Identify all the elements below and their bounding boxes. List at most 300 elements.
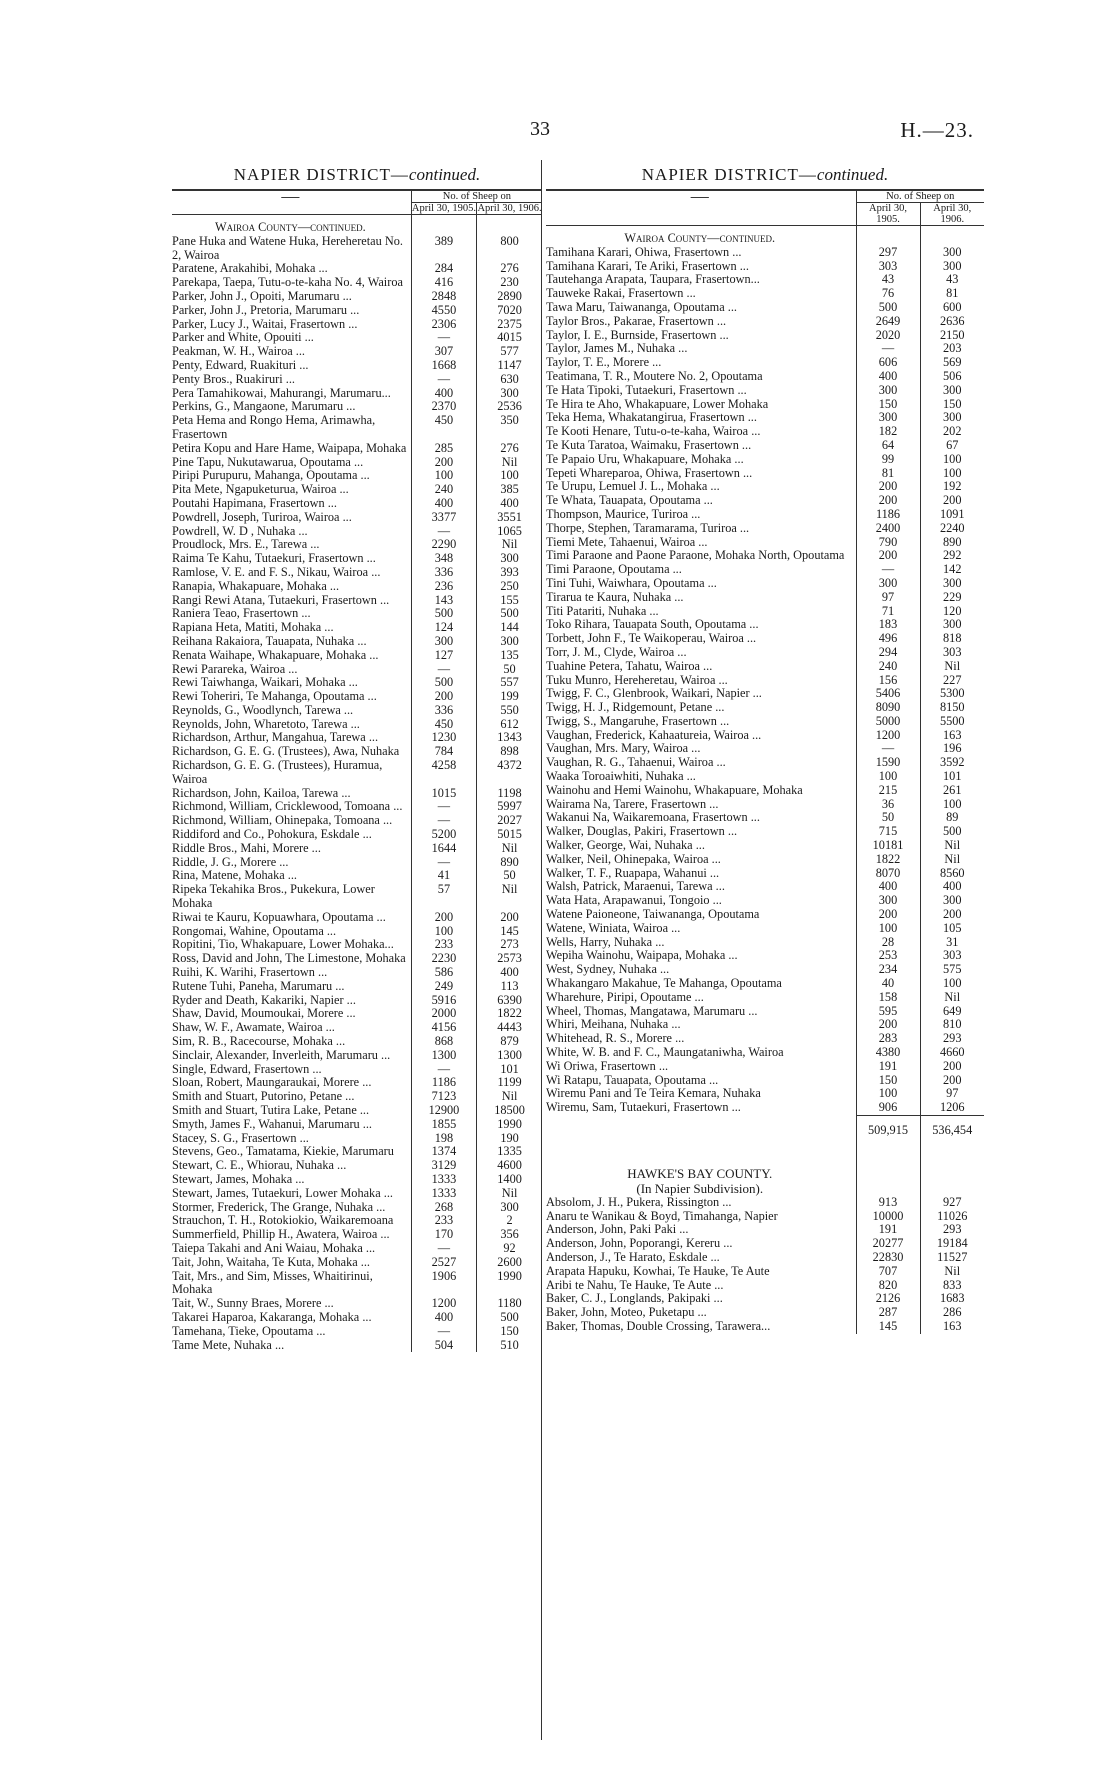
left-entry-count-1906: 393	[477, 566, 542, 580]
right-entry-row	[546, 770, 984, 784]
right-entry-owner-name: Whakangaro Makahue, Te Mahanga, Opoutama	[546, 976, 782, 991]
right-1906-header: April 30, 1906.	[920, 203, 984, 226]
left-entry-row	[172, 1063, 542, 1077]
left-county-subtitle: Wairoa County—continued.	[215, 220, 366, 234]
left-entry-row	[172, 538, 542, 552]
right-entry-owner-name: Torr, J. M., Clyde, Wairoa ...	[546, 644, 687, 659]
left-entry-owner-name: Riwai te Kauru, Kopuawhara, Opoutama ...	[172, 909, 386, 924]
right-entry-count-1905: 156	[856, 674, 920, 688]
right-entry-owner-name: Walker, Douglas, Pakiri, Frasertown ...	[546, 824, 738, 839]
right-entry-owner-name: Whitehead, R. S., Morere ...	[546, 1031, 685, 1046]
left-entry-row	[172, 262, 542, 276]
right-entry-count-1906: 227	[920, 674, 984, 688]
right-entry-count-1905: 294	[856, 646, 920, 660]
left-entry-count-1905: 400	[411, 1311, 476, 1325]
hawkes-entry-count-1906: Nil	[920, 1265, 984, 1279]
right-entry-count-1906: 81	[920, 287, 984, 301]
right-entry-count-1905: 4380	[856, 1046, 920, 1060]
left-entry-count-1906: 190	[477, 1132, 542, 1146]
left-entry-owner-name: Tame Mete, Nuhaka ...	[172, 1337, 285, 1352]
left-entry-row	[172, 745, 542, 759]
left-entry-count-1906: 1199	[477, 1076, 542, 1090]
right-entry-owner-name: Tawa Maru, Taiwananga, Opoutama ...	[546, 299, 737, 314]
hawkes-entry-owner-name: Arapata Hapuku, Kowhai, Te Hauke, Te Aute	[546, 1263, 770, 1278]
left-entry-count-1906: 300	[477, 387, 542, 401]
left-entry-row	[172, 414, 542, 442]
right-entry-owner-name: White, W. B. and F. C., Maungataniwha, Wairoa	[546, 1045, 784, 1060]
left-entry-count-1905: 1855	[411, 1118, 476, 1132]
left-entry-count-1905: 5200	[411, 828, 476, 842]
right-entry-count-1906: 200	[920, 1074, 984, 1088]
left-entry-count-1906: Nil	[477, 883, 542, 911]
left-1906-header: April 30, 1906.	[477, 203, 542, 214]
left-entry-row	[172, 525, 542, 539]
left-entry-row	[172, 1021, 542, 1035]
right-entry-row	[546, 522, 984, 536]
right-entry-count-1905: —	[856, 563, 920, 577]
left-entry-count-1906: 577	[477, 345, 542, 359]
right-entry-count-1905: 183	[856, 618, 920, 632]
right-entry-count-1905: 100	[856, 770, 920, 784]
right-entry-count-1905: 200	[856, 549, 920, 563]
left-entry-count-1905: 500	[411, 607, 476, 621]
left-count-header: No. of Sheep on	[411, 190, 542, 203]
left-entry-count-1905: 1906	[411, 1270, 476, 1298]
left-entry-row	[172, 1118, 542, 1132]
left-entry-count-1905: 416	[411, 276, 476, 290]
right-entry-count-1906: 100	[920, 798, 984, 812]
left-entry-count-1906: Nil	[477, 842, 542, 856]
left-entry-row	[172, 594, 542, 608]
left-entry-row	[172, 1339, 542, 1353]
right-entry-owner-name: West, Sydney, Nuhaka ...	[546, 962, 670, 977]
right-entry-count-1906: 192	[920, 480, 984, 494]
left-entry-row	[172, 345, 542, 359]
right-entry-count-1905: 496	[856, 632, 920, 646]
left-entry-row	[172, 373, 542, 387]
left-entry-count-1906: Nil	[477, 1090, 542, 1104]
right-entry-owner-name: Watene, Winiata, Wairoa ...	[546, 920, 681, 935]
right-entry-count-1905: 300	[856, 894, 920, 908]
left-entry-count-1905: —	[411, 1242, 476, 1256]
right-entry-row	[546, 480, 984, 494]
left-entry-count-1905: 348	[411, 552, 476, 566]
right-entry-owner-name: Tautehanga Arapata, Taupara, Frasertown...	[546, 272, 760, 287]
right-entry-count-1906: 2636	[920, 315, 984, 329]
hawkes-entry-count-1906: 833	[920, 1279, 984, 1293]
right-entry-count-1906: 300	[920, 894, 984, 908]
right-entry-count-1906: 100	[920, 977, 984, 991]
right-entry-owner-name: Vaughan, Frederick, Kahaatureia, Wairoa ...	[546, 727, 762, 742]
hawkes-entry-count-1906: 11527	[920, 1251, 984, 1265]
right-entry-row	[546, 908, 984, 922]
right-entry-count-1905: 2400	[856, 522, 920, 536]
right-entry-count-1905: 300	[856, 411, 920, 425]
left-entry-row	[172, 1214, 542, 1228]
left-entry-count-1905: —	[411, 1325, 476, 1339]
right-entry-owner-name: Walker, T. F., Ruapapa, Wahanui ...	[546, 865, 720, 880]
right-entry-count-1906: 300	[920, 246, 984, 260]
left-entry-count-1906: 612	[477, 718, 542, 732]
left-entry-count-1906: 4015	[477, 331, 542, 345]
left-entry-owner-name: Pine Tapu, Nukutawarua, Opoutama ...	[172, 454, 364, 469]
left-entry-owner-name: Tait, W., Sunny Braes, Morere ...	[172, 1296, 334, 1311]
right-entry-row	[546, 715, 984, 729]
right-entry-count-1906: 8150	[920, 701, 984, 715]
right-entry-owner-name: Walker, Neil, Ohinepaka, Wairoa ...	[546, 851, 721, 866]
right-entry-count-1906: 400	[920, 880, 984, 894]
left-entry-count-1906: 145	[477, 925, 542, 939]
right-entry-row	[546, 825, 984, 839]
left-entry-owner-name: Peta Hema and Rongo Hema, Arimawha, Frasertown	[172, 413, 376, 441]
left-entry-count-1905: 1374	[411, 1145, 476, 1159]
left-entry-row	[172, 980, 542, 994]
left-entry-count-1906: 135	[477, 649, 542, 663]
right-entry-row	[546, 494, 984, 508]
left-entry-owner-name: Richmond, William, Ohinepaka, Tomoana ...	[172, 813, 393, 828]
right-entry-count-1905: 100	[856, 1087, 920, 1101]
right-entry-row	[546, 1005, 984, 1019]
left-entry-count-1905: 1644	[411, 842, 476, 856]
right-entry-count-1906: 67	[920, 439, 984, 453]
left-entry-row	[172, 442, 542, 456]
hawkes-entry-count-1906: 927	[920, 1196, 984, 1210]
left-sheep-table	[172, 186, 542, 1352]
right-entry-count-1906: 292	[920, 549, 984, 563]
right-entry-count-1905: 400	[856, 880, 920, 894]
right-entry-count-1905: 2020	[856, 329, 920, 343]
right-entry-count-1905: 100	[856, 922, 920, 936]
right-entry-count-1906: 3592	[920, 756, 984, 770]
right-entry-owner-name: Taylor, T. E., Morere ...	[546, 355, 662, 370]
right-entry-row	[546, 398, 984, 412]
left-entry-count-1906: 50	[477, 663, 542, 677]
left-entry-row	[172, 704, 542, 718]
right-entry-owner-name: Te Kooti Henare, Tutu-o-te-kaha, Wairoa ...	[546, 424, 761, 439]
right-entry-count-1906: 43	[920, 273, 984, 287]
hawkes-entry-row	[546, 1210, 984, 1224]
right-entry-count-1905: 1590	[856, 756, 920, 770]
right-entry-count-1906: 89	[920, 811, 984, 825]
left-entry-owner-name: Sinclair, Alexander, Inverleith, Marumaru ...	[172, 1047, 391, 1062]
hawkes-entry-owner-name: Baker, Thomas, Double Crossing, Tarawera...	[546, 1318, 771, 1333]
right-entry-count-1906: 1206	[920, 1101, 984, 1115]
left-entry-count-1906: 385	[477, 483, 542, 497]
left-entry-row	[172, 1035, 542, 1049]
right-entry-row	[546, 756, 984, 770]
right-entry-row	[546, 1087, 984, 1101]
left-entry-row	[172, 1173, 542, 1187]
left-entry-count-1906: 557	[477, 676, 542, 690]
right-entry-count-1905: 200	[856, 480, 920, 494]
left-entry-owner-name: Smith and Stuart, Tutira Lake, Petane ...	[172, 1103, 370, 1117]
left-entry-owner-name: Ryder and Death, Kakariki, Napier ...	[172, 992, 356, 1007]
left-entry-row	[172, 787, 542, 801]
right-entry-count-1906: 575	[920, 963, 984, 977]
left-entry-owner-name: Shaw, W. F., Awamate, Wairoa ...	[172, 1020, 335, 1035]
left-entry-count-1906: 879	[477, 1035, 542, 1049]
left-entry-count-1906: 2027	[477, 814, 542, 828]
right-entry-owner-name: Vaughan, R. G., Tahaenui, Wairoa ...	[546, 755, 726, 770]
right-entry-owner-name: Tepeti Whareparoa, Ohiwa, Frasertown ...	[546, 465, 753, 480]
right-entry-count-1905: 200	[856, 1018, 920, 1032]
right-entry-owner-name: Thorpe, Stephen, Taramarama, Turiroa ...	[546, 520, 750, 535]
left-entry-count-1905: 2230	[411, 952, 476, 966]
left-entry-row	[172, 635, 542, 649]
left-entry-count-1905: 1333	[411, 1173, 476, 1187]
right-entry-count-1905: 182	[856, 425, 920, 439]
right-entry-owner-name: Wiremu, Sam, Tutaekuri, Frasertown ...	[546, 1100, 741, 1115]
right-entry-owner-name: Tini Tuhi, Waiwhara, Opoutama ...	[546, 575, 717, 590]
right-entry-row	[546, 315, 984, 329]
left-entry-count-1905: 2290	[411, 538, 476, 552]
left-entry-owner-name: Stewart, C. E., Whiorau, Nuhaka ...	[172, 1158, 347, 1173]
right-entry-owner-name: Walker, George, Wai, Nuhaka ...	[546, 838, 705, 853]
left-entry-row	[172, 276, 542, 290]
left-entry-count-1906: 300	[477, 552, 542, 566]
left-entry-row	[172, 925, 542, 939]
right-entry-row	[546, 811, 984, 825]
right-entry-count-1905: 97	[856, 591, 920, 605]
right-entry-owner-name: Tiemi Mete, Tahaenui, Wairoa ...	[546, 534, 708, 549]
left-entry-owner-name: Parker, Lucy J., Waitai, Frasertown ...	[172, 316, 358, 331]
left-entry-count-1906: 1400	[477, 1173, 542, 1187]
left-entry-row	[172, 1228, 542, 1242]
right-entry-row	[546, 384, 984, 398]
left-entry-row	[172, 1270, 542, 1298]
left-entry-count-1905: —	[411, 856, 476, 870]
right-entry-owner-name: Te Kuta Taratoa, Waimaku, Frasertown ...	[546, 437, 752, 452]
right-entry-row	[546, 329, 984, 343]
right-entry-count-1906: 200	[920, 494, 984, 508]
left-entry-count-1906: Nil	[477, 538, 542, 552]
left-entry-row	[172, 511, 542, 525]
left-entry-count-1906: 1335	[477, 1145, 542, 1159]
right-entry-count-1906: 31	[920, 936, 984, 950]
right-entry-count-1906: 300	[920, 618, 984, 632]
left-entry-owner-name: Ruihi, K. Warihi, Frasertown ...	[172, 965, 328, 980]
left-entry-count-1905: 7123	[411, 1090, 476, 1104]
right-entry-row	[546, 273, 984, 287]
right-entry-row	[546, 1074, 984, 1088]
left-entry-count-1905: 504	[411, 1339, 476, 1353]
left-entry-count-1906: 2573	[477, 952, 542, 966]
left-entry-row	[172, 1104, 542, 1118]
right-entry-count-1906: 300	[920, 577, 984, 591]
left-entry-row	[172, 552, 542, 566]
right-entry-row	[546, 246, 984, 260]
hawkes-bay-heading	[546, 1148, 856, 1196]
left-entry-count-1906: 550	[477, 704, 542, 718]
right-entry-owner-name: Walsh, Patrick, Maraenui, Tarewa ...	[546, 879, 725, 894]
left-entry-count-1906: 113	[477, 980, 542, 994]
left-entry-count-1905: 200	[411, 690, 476, 704]
left-entry-count-1905: 389	[411, 235, 476, 263]
right-entry-count-1905: 81	[856, 467, 920, 481]
right-entry-row	[546, 370, 984, 384]
left-entry-owner-name: Stacey, S. G., Frasertown ...	[172, 1130, 309, 1145]
left-entry-owner-name: Reihana Rakaiora, Tauapata, Nuhaka ...	[172, 633, 367, 648]
right-entry-count-1906: 810	[920, 1018, 984, 1032]
right-entry-row	[546, 729, 984, 743]
right-entry-owner-name: Tamihana Karari, Ohiwa, Frasertown ...	[546, 244, 742, 259]
right-entry-count-1906: 163	[920, 729, 984, 743]
left-entry-count-1906: 1147	[477, 359, 542, 373]
right-entry-row	[546, 949, 984, 963]
left-entry-count-1906: 4372	[477, 759, 542, 787]
left-entry-owner-name: Riddiford and Co., Pohokura, Eskdale ...	[172, 827, 372, 842]
right-entry-row	[546, 839, 984, 853]
right-entry-row	[546, 439, 984, 453]
right-entry-count-1906: 600	[920, 301, 984, 315]
left-entry-row	[172, 400, 542, 414]
left-entry-count-1905: 1015	[411, 787, 476, 801]
right-entry-row	[546, 536, 984, 550]
hawkes-entry-row	[546, 1265, 984, 1279]
left-entry-owner-name: Stewart, James, Mohaka ...	[172, 1171, 305, 1186]
left-entry-owner-name: Paratene, Arakahibi, Mohaka ...	[172, 261, 328, 276]
right-entry-count-1906: 261	[920, 784, 984, 798]
right-entry-count-1905: 64	[856, 439, 920, 453]
left-entry-owner-name: Ropitini, Tio, Whakapuare, Lower Mohaka...	[172, 937, 394, 952]
left-entry-count-1905: 285	[411, 442, 476, 456]
right-entry-count-1906: 2150	[920, 329, 984, 343]
left-entry-owner-name: Parker, John J., Opoiti, Marumaru ...	[172, 288, 352, 303]
right-entry-owner-name: Wells, Harry, Nuhaka ...	[546, 934, 665, 949]
right-district-title: NAPIER DISTRICT—continued.	[641, 165, 889, 184]
hawkes-entry-count-1906: 11026	[920, 1210, 984, 1224]
hawkes-entry-row	[546, 1306, 984, 1320]
left-entry-row	[172, 566, 542, 580]
left-entry-row	[172, 304, 542, 318]
left-entry-owner-name: Richardson, G. E. G. (Trustees), Huramua, Wairoa	[172, 758, 383, 786]
right-entry-count-1906: 202	[920, 425, 984, 439]
left-entry-owner-name: Parker and White, Opouiti ...	[172, 330, 314, 345]
right-entry-owner-name: Wharehure, Piripi, Opoutame ...	[546, 989, 704, 1004]
left-entry-count-1906: 1180	[477, 1297, 542, 1311]
left-entry-row	[172, 842, 542, 856]
left-entry-count-1906: 230	[477, 276, 542, 290]
right-entry-count-1906: 196	[920, 742, 984, 756]
right-entry-row	[546, 1101, 984, 1115]
left-entry-count-1905: 450	[411, 414, 476, 442]
left-entry-count-1906: 500	[477, 1311, 542, 1325]
right-entry-row	[546, 922, 984, 936]
left-entry-row	[172, 1311, 542, 1325]
left-entry-count-1906: 144	[477, 621, 542, 635]
left-entry-row	[172, 1049, 542, 1063]
left-entry-owner-name: Riddle, J. G., Morere ...	[172, 854, 289, 869]
right-entry-count-1905: 715	[856, 825, 920, 839]
right-entry-count-1905: 43	[856, 273, 920, 287]
left-entry-row	[172, 911, 542, 925]
right-entry-owner-name: Whiri, Meihana, Nuhaka ...	[546, 1017, 681, 1032]
right-entry-count-1905: 1200	[856, 729, 920, 743]
hawkes-entry-count-1905: 145	[856, 1320, 920, 1334]
left-entry-count-1905: 4156	[411, 1021, 476, 1035]
left-entry-owner-name: Ramlose, V. E. and F. S., Nikau, Wairoa ...	[172, 564, 381, 579]
right-entry-row	[546, 411, 984, 425]
left-entry-count-1905: —	[411, 663, 476, 677]
right-entry-row	[546, 563, 984, 577]
right-entry-count-1905: 1822	[856, 853, 920, 867]
left-entry-owner-name: Ross, David and John, The Limestone, Mohaka	[172, 951, 406, 966]
right-entry-row	[546, 674, 984, 688]
left-entry-count-1906: 350	[477, 414, 542, 442]
left-entry-row	[172, 856, 542, 870]
right-entry-owner-name: Tamihana Karari, Te Ariki, Frasertown ...	[546, 258, 749, 273]
hawkes-entry-owner-name: Aribi te Nahu, Te Hauke, Te Aute ...	[546, 1277, 724, 1292]
left-entry-row	[172, 966, 542, 980]
right-entry-count-1906: 142	[920, 563, 984, 577]
left-entry-row	[172, 1076, 542, 1090]
hawkes-entry-count-1905: 707	[856, 1265, 920, 1279]
left-entry-row	[172, 1256, 542, 1270]
hawkes-entry-count-1905: 20277	[856, 1237, 920, 1251]
right-entry-owner-name: Teka Hema, Whakatangirua, Frasertown ...	[546, 410, 757, 425]
right-entry-row	[546, 632, 984, 646]
right-entry-row	[546, 577, 984, 591]
right-entry-row	[546, 1018, 984, 1032]
left-entry-row	[172, 580, 542, 594]
right-entry-count-1906: 1091	[920, 508, 984, 522]
left-entry-count-1906: 273	[477, 938, 542, 952]
right-entry-count-1906: 200	[920, 1060, 984, 1074]
left-entry-owner-name: Sim, R. B., Racecourse, Mohaka ...	[172, 1034, 346, 1049]
left-entry-count-1906: 2890	[477, 290, 542, 304]
page-number: 33	[530, 118, 550, 140]
right-entry-count-1906: 97	[920, 1087, 984, 1101]
right-entry-count-1906: 500	[920, 825, 984, 839]
left-entry-count-1905: 100	[411, 469, 476, 483]
hawkes-entry-count-1905: 913	[856, 1196, 920, 1210]
left-entry-count-1906: 898	[477, 745, 542, 759]
right-entry-count-1905: 5406	[856, 687, 920, 701]
left-entry-owner-name: Tamehana, Tieke, Opoutama ...	[172, 1323, 326, 1338]
right-entry-owner-name: Wi Ratapu, Tauapata, Opoutama ...	[546, 1072, 719, 1087]
right-sheep-table	[546, 186, 984, 1334]
right-entry-row	[546, 260, 984, 274]
right-entry-count-1906: 8560	[920, 867, 984, 881]
right-entry-count-1906: 300	[920, 260, 984, 274]
left-entry-count-1905: 170	[411, 1228, 476, 1242]
right-entry-row	[546, 549, 984, 563]
left-entry-row	[172, 869, 542, 883]
left-entry-count-1906: 356	[477, 1228, 542, 1242]
left-entry-count-1906: 400	[477, 966, 542, 980]
left-entry-count-1906: 300	[477, 635, 542, 649]
left-entry-count-1906: 890	[477, 856, 542, 870]
right-entry-row	[546, 425, 984, 439]
right-entry-count-1905: 283	[856, 1032, 920, 1046]
right-entry-count-1906: 200	[920, 908, 984, 922]
right-entry-row	[546, 977, 984, 991]
left-entry-count-1906: 199	[477, 690, 542, 704]
left-entry-count-1905: 236	[411, 580, 476, 594]
left-entry-row	[172, 676, 542, 690]
left-entry-owner-name: Rewi Taiwhanga, Waikari, Mohaka ...	[172, 675, 358, 690]
right-entry-count-1906: 4660	[920, 1046, 984, 1060]
hawkes-entry-row	[546, 1279, 984, 1293]
right-entry-count-1906: 100	[920, 467, 984, 481]
left-entry-owner-name: Raima Te Kahu, Tutaekuri, Frasertown ...	[172, 551, 376, 566]
right-1905-header: April 30, 1905.	[856, 203, 920, 226]
left-entry-row	[172, 359, 542, 373]
right-entry-count-1906: 818	[920, 632, 984, 646]
right-entry-owner-name: Te Hata Tipoki, Tutaekuri, Frasertown ...	[546, 382, 747, 397]
right-entry-count-1905: 303	[856, 260, 920, 274]
left-entry-row	[172, 621, 542, 635]
